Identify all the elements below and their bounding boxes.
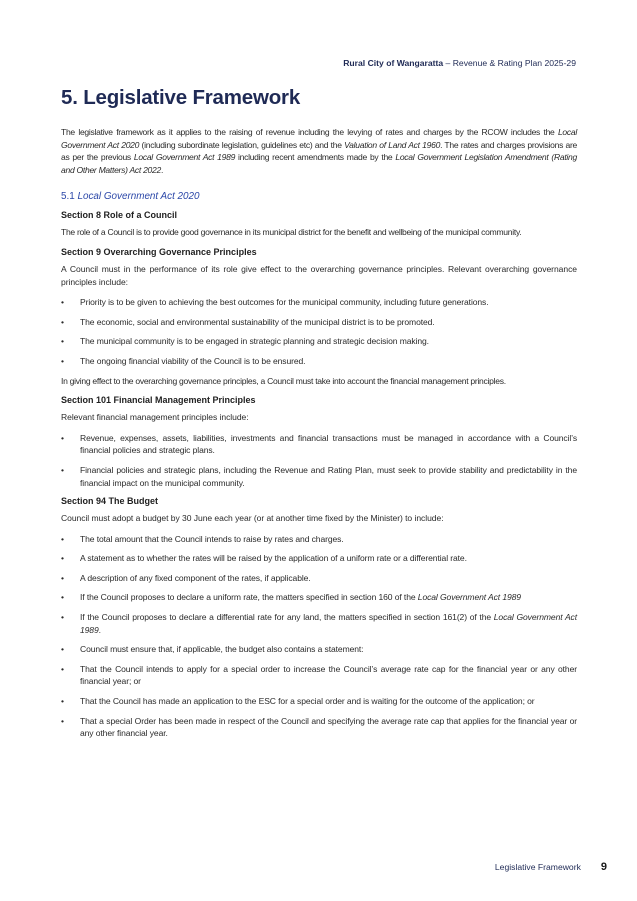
footer-section-label: Legislative Framework bbox=[494, 862, 581, 872]
intro-text-1: The legislative framework as it applies to the raising of revenue including the levying of rates and charges by the RCOW includes the bbox=[61, 127, 558, 137]
list-item bbox=[61, 316, 577, 329]
list-item-end: . bbox=[98, 624, 101, 635]
intro-text-3: . The rates and charges provisions are as per the previous bbox=[61, 139, 577, 163]
bullet-icon: • bbox=[61, 644, 64, 655]
intro-act-1989: Local Government Act 1989 bbox=[133, 152, 236, 163]
s9-bullet-list bbox=[61, 296, 577, 367]
s101-heading: Section 101 Financial Management Principles bbox=[61, 395, 256, 406]
intro-amendment-act: Local Government Legislation Amendment (Rating and Other Matters) Act 2022 bbox=[61, 152, 578, 175]
page-number: 9 bbox=[600, 861, 607, 873]
list-item bbox=[61, 355, 577, 368]
page-content bbox=[61, 86, 577, 747]
list-item-text: The municipal community is to be engaged in strategic planning and strategic decision making. bbox=[80, 336, 429, 347]
s8-heading: Section 8 Role of a Council bbox=[61, 210, 178, 221]
list-item-act-ref: Local Government Act 1989 bbox=[417, 592, 521, 603]
bullet-icon: • bbox=[61, 533, 64, 544]
list-item-text: That a special Order has been made in respect of the Council and specifying the average rate cap that applies for the financial year or any other financial year. bbox=[80, 715, 577, 739]
s101-text: Relevant financial management principles include: bbox=[61, 412, 249, 423]
s9-text: A Council must in the performance of its role give effect to the overarching governance principles. Relevant overarching governance principles include: bbox=[61, 263, 577, 287]
list-item bbox=[61, 715, 577, 740]
bullet-icon: • bbox=[61, 432, 64, 443]
intro-act-2020: Local Government Act 2020 bbox=[61, 127, 577, 150]
s94-text: Council must adopt a budget by 30 June each year (or at another time fixed by the Minister) to include: bbox=[61, 513, 444, 524]
section-5-1-heading bbox=[61, 191, 577, 202]
list-item bbox=[61, 552, 577, 565]
s94-bullet-list bbox=[61, 533, 577, 740]
list-item bbox=[61, 591, 577, 604]
s8-text: The role of a Council is to provide good governance in its municipal district for the benefit and wellbeing of the municipal community. bbox=[61, 227, 522, 238]
list-item-text: The ongoing financial viability of the Council is to be ensured. bbox=[80, 355, 306, 366]
list-item-text: That the Council intends to apply for a special order to increase the Council’s average rate cap for the financial year or any other financial year; or bbox=[80, 663, 577, 687]
s9-heading: Section 9 Overarching Governance Principles bbox=[61, 246, 257, 257]
intro-paragraph bbox=[61, 126, 577, 176]
s94-heading: Section 94 The Budget bbox=[61, 496, 159, 507]
header-org: Rural City of Wangaratta bbox=[343, 58, 444, 68]
list-item-text: The total amount that the Council intends to raise by rates and charges. bbox=[80, 533, 344, 544]
list-item bbox=[61, 572, 577, 585]
list-item bbox=[61, 533, 577, 546]
list-item bbox=[61, 611, 577, 636]
s101-bullet-list bbox=[61, 432, 577, 489]
list-item-text: A description of any fixed component of the rates, if applicable. bbox=[80, 572, 311, 583]
bullet-icon: • bbox=[61, 355, 64, 366]
section-5-1-number: 5.1 bbox=[61, 191, 78, 203]
bullet-icon: • bbox=[61, 553, 64, 564]
list-item-text: That the Council has made an application to the ESC for a special order and is waiting for the outcome of the application; or bbox=[80, 696, 535, 707]
list-item-text: If the Council proposes to declare a uniform rate, the matters specified in section 160 of the bbox=[80, 592, 418, 603]
list-item-text: If the Council proposes to declare a differential rate for any land, the matters specified in section 161(2) of the bbox=[80, 612, 494, 623]
list-item-act-ref: Local Government Act 1989 bbox=[80, 612, 578, 635]
bullet-icon: • bbox=[61, 297, 64, 308]
list-item bbox=[61, 335, 577, 348]
bullet-icon: • bbox=[61, 464, 64, 475]
list-item-text: A statement as to whether the rates will be raised by the application of a uniform rate or a differential rate. bbox=[80, 553, 467, 564]
bullet-icon: • bbox=[61, 612, 64, 623]
s9-after-text: In giving effect to the overarching governance principles, a Council must take into account the financial management principles. bbox=[61, 375, 506, 386]
bullet-icon: • bbox=[61, 572, 64, 583]
bullet-icon: • bbox=[61, 663, 64, 674]
intro-text-2: (including subordinate legislation, guidelines etc) and the bbox=[139, 139, 345, 150]
list-item bbox=[61, 663, 577, 688]
intro-valuation-act: Valuation of Land Act 1960 bbox=[344, 139, 441, 150]
running-header bbox=[343, 58, 576, 68]
section-5-1-title: Local Government Act 2020 bbox=[77, 191, 200, 203]
list-item-text: Revenue, expenses, assets, liabilities, investments and financial transactions must be managed in accordance with a Council’s financial policies and strategic plans. bbox=[80, 432, 577, 456]
list-item bbox=[61, 695, 577, 708]
page-footer bbox=[495, 861, 607, 873]
list-item bbox=[61, 296, 577, 309]
list-item bbox=[61, 464, 577, 489]
list-item bbox=[61, 432, 577, 457]
bullet-icon: • bbox=[61, 696, 64, 707]
bullet-icon: • bbox=[61, 715, 64, 726]
list-item-text: Priority is to be given to achieving the best outcomes for the municipal community, including future generations. bbox=[80, 297, 489, 308]
intro-text-4: including recent amendments made by the bbox=[235, 152, 396, 163]
list-item-text: The economic, social and environmental sustainability of the municipal district is to be promoted. bbox=[80, 316, 435, 327]
list-item-text: Financial policies and strategic plans, including the Revenue and Rating Plan, must seek to provide stability and predictability in the financial impact on the municipal community. bbox=[80, 464, 577, 488]
page-title: 5. Legislative Framework bbox=[61, 86, 301, 109]
bullet-icon: • bbox=[61, 316, 64, 327]
bullet-icon: • bbox=[61, 592, 64, 603]
list-item bbox=[61, 643, 577, 656]
bullet-icon: • bbox=[61, 336, 64, 347]
header-doc-title: – Revenue & Rating Plan 2025-29 bbox=[443, 58, 576, 68]
intro-text-5: . bbox=[160, 164, 164, 175]
list-item-text: Council must ensure that, if applicable, the budget also contains a statement: bbox=[80, 644, 364, 655]
